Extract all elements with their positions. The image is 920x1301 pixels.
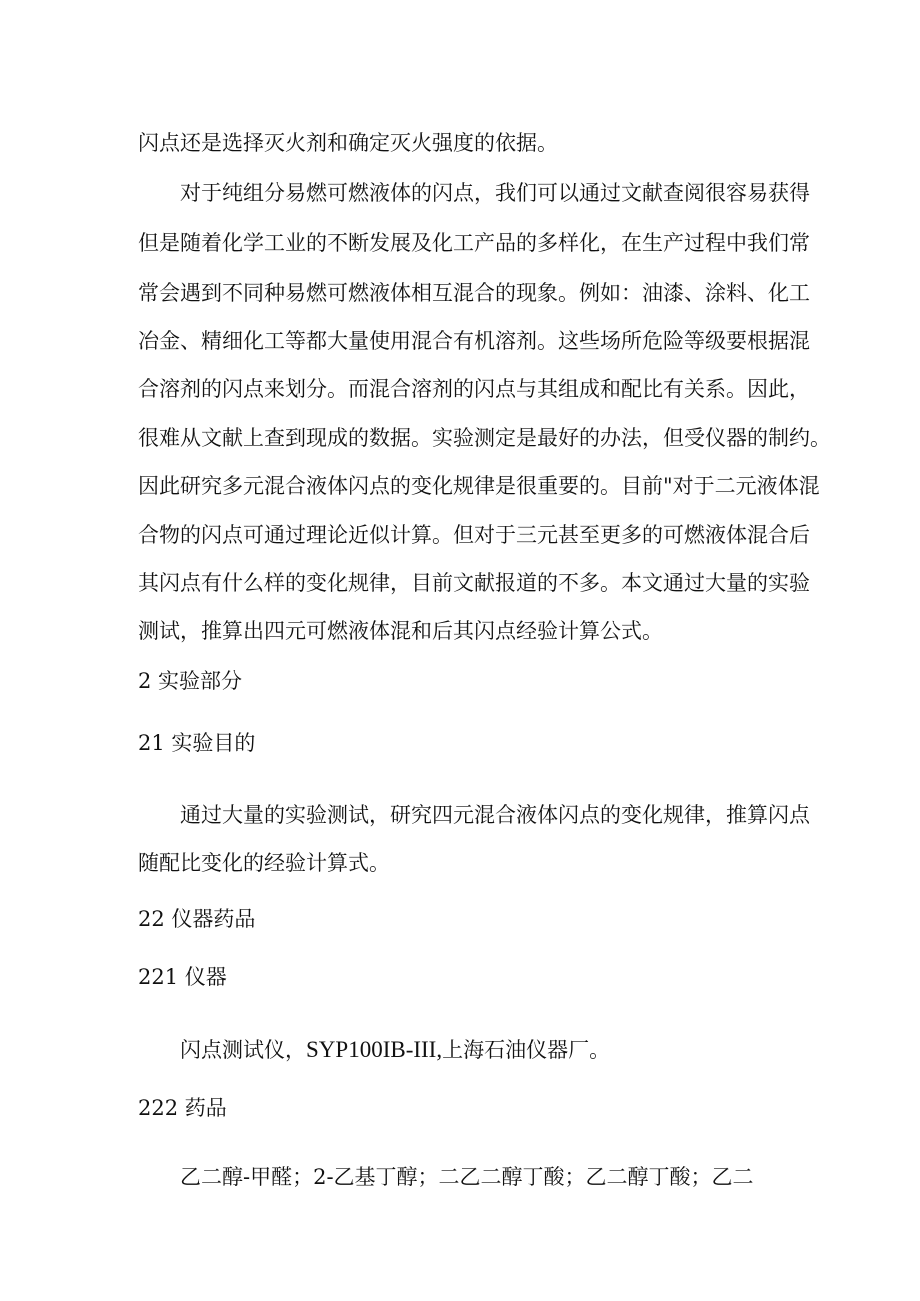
paragraph-main-line-1: 对于纯组分易燃可燃液体的闪点，我们可以通过文献查阅很容易获得 — [180, 181, 810, 205]
section-22-heading: 22 仪器药品 — [138, 907, 256, 931]
instrument-line — [180, 1035, 610, 1065]
section-21-heading: 21 实验目的 — [138, 731, 256, 755]
paragraph-main-line-6: 很难从文献上查到现成的数据。实验测定是最好的办法，但受仪器的制约。 — [138, 426, 831, 450]
chemicals-line: 乙二醇-甲醛；2-乙基丁醇；二乙二醇丁酸；乙二醇丁酸；乙二 — [180, 1165, 754, 1189]
paragraph-main-line-8: 合物的闪点可通过理论近似计算。但对于三元甚至更多的可燃液体混合后 — [138, 523, 810, 547]
paragraph-main-line-10: 测试，推算出四元可燃液体混和后其闪点经验计算公式。 — [138, 619, 663, 643]
paragraph-main-line-3: 常会遇到不同种易燃可燃液体相互混合的现象。例如：油漆、涂料、化工 — [138, 281, 810, 305]
paragraph-main-line-5: 合溶剂的闪点来划分。而混合溶剂的闪点与其组成和配比有关系。因此， — [138, 377, 810, 401]
paragraph-purpose-line-2: 随配比变化的经验计算式。 — [138, 851, 390, 875]
section-221-heading: 221 仪器 — [138, 965, 227, 989]
paragraph-main-line-9: 其闪点有什么样的变化规律，目前文献报道的不多。本文通过大量的实验 — [138, 571, 810, 595]
paragraph-intro-tail: 闪点还是选择灭火剂和确定灭火强度的依据。 — [138, 131, 558, 155]
instrument-maker: 上海石油仪器厂。 — [442, 1038, 611, 1062]
paragraph-main-line-4: 冶金、精细化工等都大量使用混合有机溶剂。这些场所危险等级要根据混 — [138, 329, 810, 353]
paragraph-main-line-2: 但是随着化学工业的不断发展及化工产品的多样化，在生产过程中我们常 — [138, 231, 810, 255]
instrument-model: SYP100IB-III, — [306, 1037, 443, 1062]
section-222-heading: 222 药品 — [138, 1096, 227, 1120]
paragraph-purpose-line-1: 通过大量的实验测试，研究四元混合液体闪点的变化规律，推算闪点 — [180, 803, 810, 827]
paragraph-main-line-7: 因此研究多元混合液体闪点的变化规律是很重要的。目前"对于二元液体混 — [138, 474, 820, 498]
instrument-prefix: 闪点测试仪， — [180, 1038, 306, 1062]
section-2-heading: 2 实验部分 — [138, 669, 243, 693]
